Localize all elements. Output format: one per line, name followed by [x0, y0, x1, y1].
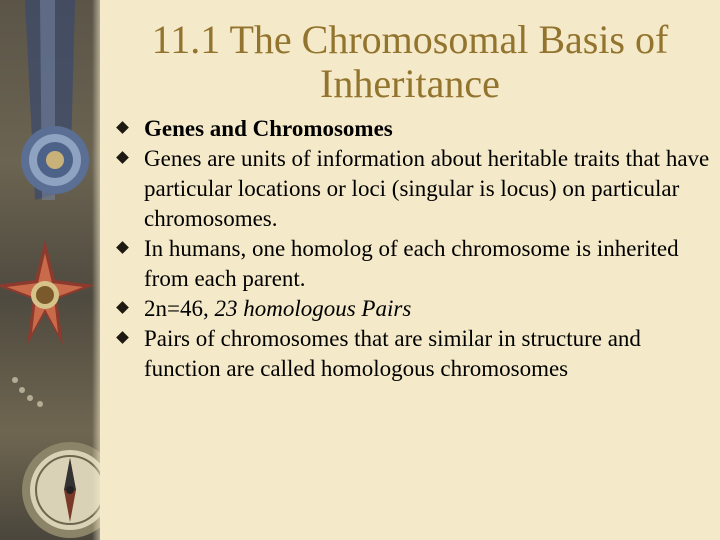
- decorative-medal-compass-image: [0, 0, 100, 540]
- bullet-text: In humans, one homolog of each chromosome is inherited from each parent.: [144, 236, 679, 291]
- bullet-text: Genes are units of information about heritable traits that have particular locations or loci (singular is locus) on particular chromosomes.: [144, 146, 710, 231]
- diamond-bullet-icon: [116, 331, 129, 344]
- slide-title: 11.1 The Chromosomal Basis of Inheritance: [151, 17, 669, 106]
- medal-and-compass-illustration: [0, 0, 100, 540]
- diamond-bullet-icon: [116, 151, 129, 164]
- bullet-item: [118, 234, 713, 294]
- image-edge-fade: [92, 0, 106, 540]
- bullet-text-italic: 23 homologous Pairs: [214, 296, 412, 321]
- bullet-item: [118, 144, 713, 234]
- bullet-list: [118, 114, 713, 384]
- bullet-text-prefix: 2n=46,: [144, 296, 215, 321]
- bullet-item: [118, 324, 713, 384]
- diamond-bullet-icon: [116, 301, 129, 314]
- diamond-bullet-icon: [116, 241, 129, 254]
- bullet-item: [118, 114, 713, 144]
- diamond-bullet-icon: [116, 121, 129, 134]
- bullet-text: Genes and Chromosomes: [144, 116, 393, 141]
- bullet-item: [118, 294, 713, 324]
- bullet-text: Pairs of chromosomes that are similar in structure and function are called homologous chromosomes: [144, 326, 641, 381]
